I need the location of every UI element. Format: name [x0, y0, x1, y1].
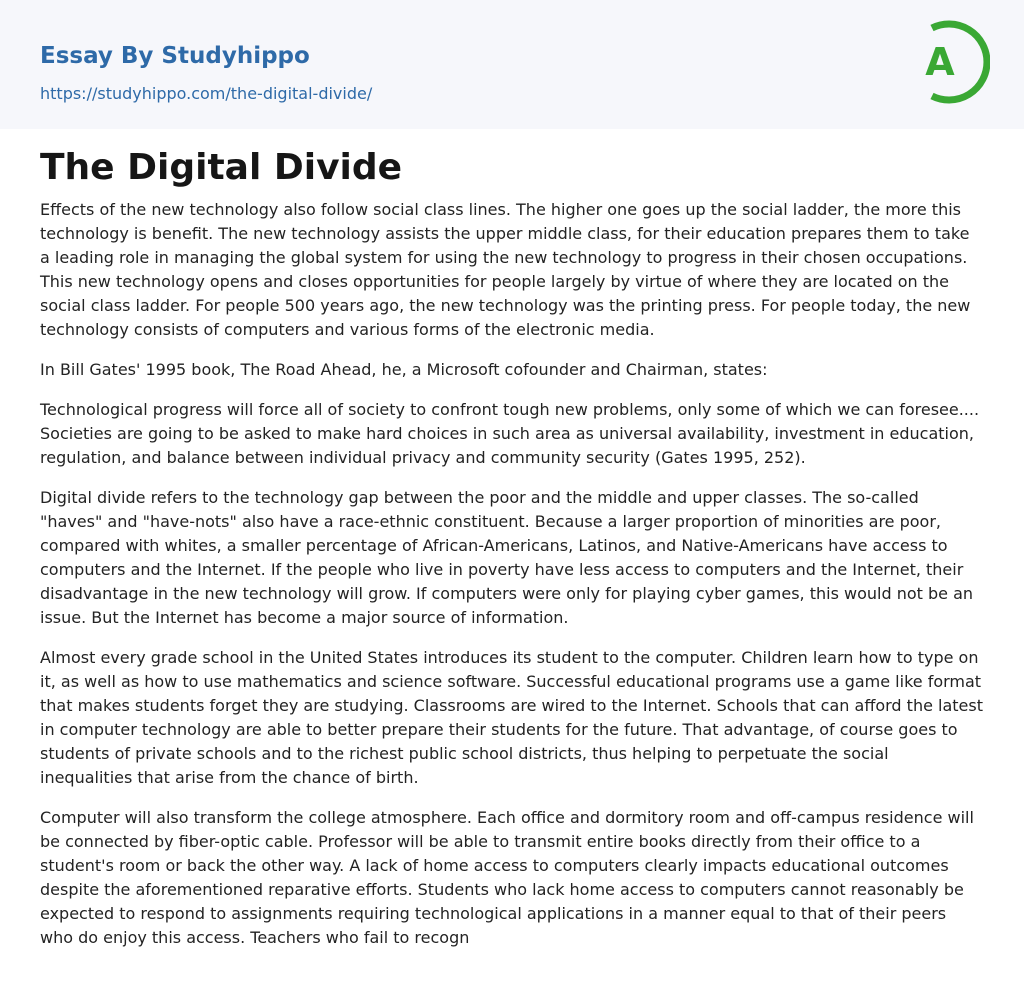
studyhippo-logo-icon[interactable]	[906, 18, 990, 106]
article-paragraph: Effects of the new technology also follow social class lines. The higher one goes up the social ladder, the more this technology is benefit. The new technology assists the upper middle class, for their education prepares them to take a leading role in managing the global system for using the new technology to progress in their chosen occupations. This new technology opens and closes opportunities for people largely by virtue of where they are located on the social class ladder. For people 500 years ago, the new technology was the printing press. For people today, the new technology consists of computers and various forms of the electronic media.	[40, 200, 971, 339]
site-brand[interactable]: Essay By Studyhippo	[40, 43, 310, 69]
page-header	[0, 0, 1024, 129]
logo-letter: A	[925, 40, 955, 84]
page-title: The Digital Divide	[40, 147, 403, 188]
article-content	[0, 129, 1024, 950]
essay-url-link[interactable]: https://studyhippo.com/the-digital-divide/	[40, 84, 373, 103]
article-paragraph: Technological progress will force all of society to confront tough new problems, only some of which we can foresee.... Societies are going to be asked to make hard choices in such area as universal availability, investment in education, regulation, and balance between individual privacy and community security (Gates 1995, 252).	[40, 400, 980, 467]
article-paragraph: Digital divide refers to the technology gap between the poor and the middle and upper classes. The so-called "haves" and "have-nots" also have a race-ethnic constituent. Because a larger proportion of minorities are poor, compared with whites, a smaller percentage of African-Americans, Latinos, and Native-Americans have access to computers and the Internet. If the people who live in poverty have less access to computers and the Internet, their disadvantage in the new technology will grow. If computers were only for playing cyber games, this would not be an issue. But the Internet has become a major source of information.	[40, 488, 974, 627]
article-paragraph: In Bill Gates' 1995 book, The Road Ahead, he, a Microsoft cofounder and Chairman, states:	[40, 360, 768, 379]
article-paragraph: Almost every grade school in the United States introduces its student to the computer. Children learn how to type on it, as well as how to use mathematics and science software. Successful educational programs use a game like format that makes students forget they are studying. Classrooms are wired to the Internet. Schools that can afford the latest in computer technology are able to better prepare their students for the future. That advantage, of course goes to students of private schools and to the richest public school districts, thus helping to perpetuate the social inequalities that arise from the chance of birth.	[40, 648, 983, 787]
article-paragraph: Computer will also transform the college atmosphere. Each office and dormitory room and off-campus residence will be connected by fiber-optic cable. Professor will be able to transmit entire books directly from their office to a student's room or back the other way. A lack of home access to computers clearly impacts educational outcomes despite the aforementioned reparative efforts. Students who lack home access to computers cannot reasonably be expected to respond to assignments requiring technological applications in a manner equal to that of their peers who do enjoy this access. Teachers who fail to recogn	[40, 808, 974, 947]
